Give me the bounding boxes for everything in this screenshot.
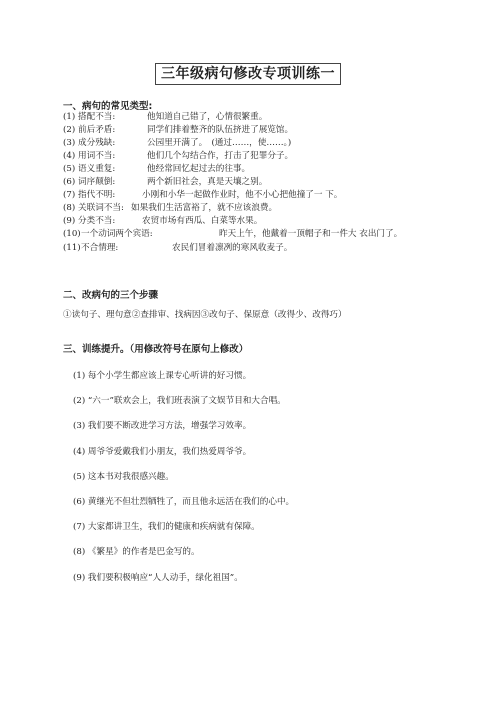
- error-type-number: (10): [63, 229, 81, 239]
- error-type-number: (1): [63, 112, 76, 122]
- exercise-item: (5) 这本书对我很感兴趣。: [73, 472, 174, 482]
- exercise-item: (7) 大家都讲卫生，我们的健康和疾病就有保障。: [73, 522, 260, 532]
- page-title: 三年级病句修改专项训练一: [155, 63, 341, 85]
- error-type-label: 前后矛盾:: [78, 125, 116, 135]
- exercise-item: (1) 每个小学生都应该上课专心听讲的好习惯。: [73, 371, 252, 381]
- error-type-label: 不合情理:: [81, 243, 119, 253]
- error-type-number: (6): [63, 177, 76, 187]
- error-type-number: (11): [63, 243, 81, 253]
- error-type-number: (5): [63, 164, 76, 174]
- section-heading-types: 一、病句的常见类型:: [63, 101, 153, 112]
- section-heading-steps: 二、改病句的三个步骤: [63, 290, 159, 301]
- error-type-label: 指代不明:: [78, 190, 116, 200]
- exercise-item: (8) 《繁星》的作者是巴金写的。: [73, 547, 200, 557]
- error-type-label: 用词不当:: [78, 151, 116, 161]
- error-type-example: 两个新旧社会，真是天壤之别。: [147, 177, 268, 187]
- error-type-number: (2): [63, 125, 76, 135]
- error-type-example: 他们几个勾结合作，打击了犯罪分子。: [147, 151, 294, 161]
- error-type-label: 成分残缺:: [78, 138, 116, 148]
- exercise-item: (4) 周爷爷爱戴我们小朋友，我们热爱周爷爷。: [73, 447, 252, 457]
- error-type-label: 关联词不当:: [78, 203, 124, 213]
- error-type-number: (9): [63, 216, 76, 226]
- exercise-item: (2) “六一”联欢会上，我们班表演了文娱节目和大合唱。: [73, 396, 286, 406]
- error-type-example: 昨天上午，他戴着一顶帽子和一件大 衣出门了。: [219, 229, 403, 239]
- error-type-label: 语义重复:: [78, 164, 116, 174]
- exercise-item: (3) 我们要不断改进学习方法，增强学习效率。: [73, 421, 252, 431]
- exercise-item: (9) 我们要积极响应“人人动手，绿化祖国”。: [73, 573, 243, 583]
- error-type-example: 公园里开满了。 (通过……，使……。): [147, 138, 292, 148]
- steps-text: ①读句子、理句意②查排审、找病因③改句子、保原意（改得少、改得巧）: [63, 310, 347, 320]
- error-type-label: 分类不当:: [78, 216, 116, 226]
- section-heading-practice: 三、训练提升。（用修改符号在原句上修改）: [63, 344, 249, 355]
- error-type-example: 如果我们生活富裕了，就不应该浪费。: [131, 203, 278, 213]
- error-type-label: 一个动词两个宾语:: [81, 229, 153, 239]
- error-type-number: (4): [63, 151, 76, 161]
- error-type-label: 搭配不当:: [78, 112, 116, 122]
- error-type-label: 词序颠倒:: [78, 177, 116, 187]
- exercise-item: (6) 黄继光不但壮烈牺牲了，而且他永远活在我们的心中。: [73, 497, 295, 507]
- error-type-example: 小刚和小华一起做作业时，他不小心把他撞了一 下。: [142, 190, 343, 200]
- error-type-number: (3): [63, 138, 76, 148]
- error-type-number: (8): [63, 203, 76, 213]
- error-type-example: 农民们冒着凛冽的寒风收麦子。: [172, 243, 293, 253]
- error-type-number: (7): [63, 190, 76, 200]
- error-type-example: 同学们排着整齐的队伍挤进了展览馆。: [147, 125, 294, 135]
- error-type-example: 他知道自己错了，心情很繁重。: [147, 112, 268, 122]
- error-type-example: 农贸市场有西瓜、白菜等水果。: [142, 216, 263, 226]
- error-type-example: 他经常回忆起过去的往事。: [147, 164, 251, 174]
